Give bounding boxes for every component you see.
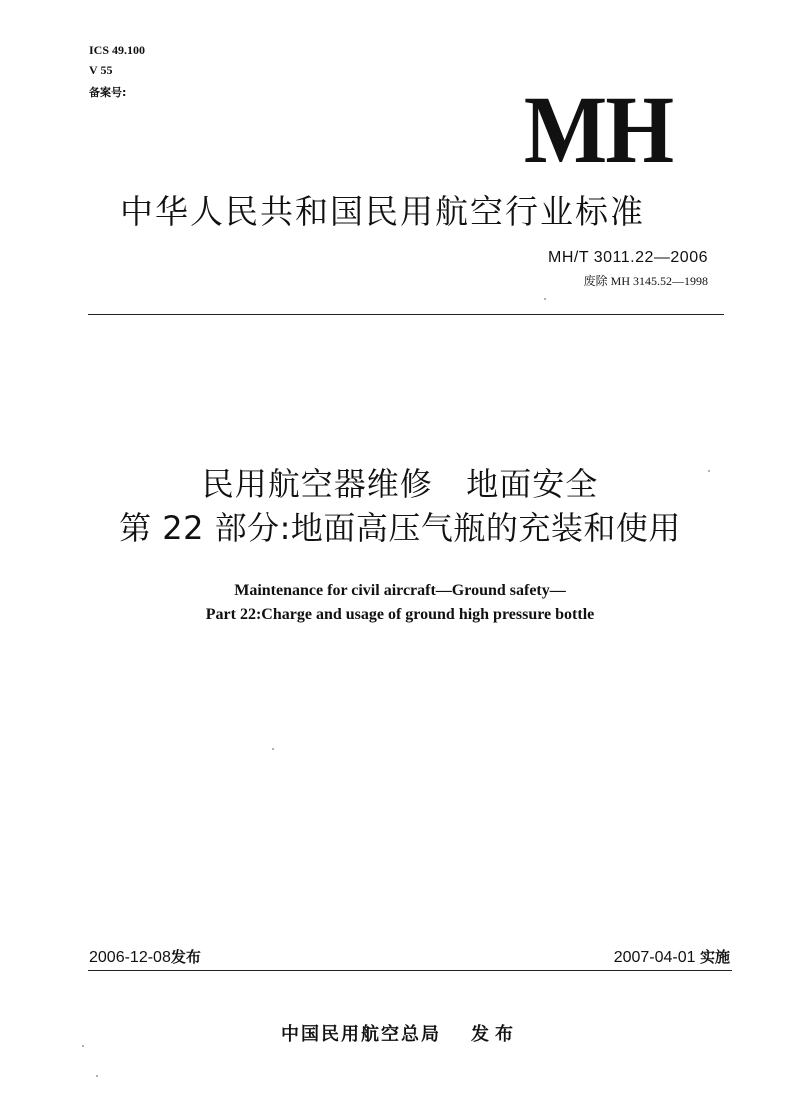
chinese-title-line-2: 第 22 部分:地面高压气瓶的充装和使用 xyxy=(119,509,681,547)
scan-speck xyxy=(96,1075,98,1077)
replaced-standard: 废除 MH 3145.52—1998 xyxy=(583,274,708,288)
standard-number: MH/T 3011.22—2006 xyxy=(548,249,708,266)
issue-date-value: 2006-12-08 xyxy=(89,949,171,966)
issuer-organization: 中国民用航空总局 xyxy=(281,1024,441,1045)
scan-speck xyxy=(708,470,710,472)
implementation-date-value: 2007-04-01 xyxy=(613,949,696,966)
chinese-title-line-1: 民用航空器维修 地面安全 xyxy=(201,465,599,503)
mh-logo: MH xyxy=(523,76,672,183)
issuing-authority xyxy=(0,1023,800,1047)
top-divider xyxy=(88,314,724,315)
issue-date-label: 发布 xyxy=(170,948,201,966)
issuer-action: 发布 xyxy=(471,1024,519,1045)
implementation-date xyxy=(614,947,730,968)
filing-number-label: 备案号: xyxy=(89,86,127,99)
english-title-line-1: Maintenance for civil aircraft—Ground safety— xyxy=(234,582,566,599)
standard-category-title: 中华人民共和国民用航空行业标准 xyxy=(120,192,645,231)
scan-speck xyxy=(82,1045,84,1047)
scan-speck xyxy=(272,748,274,750)
bottom-divider xyxy=(88,970,732,971)
ics-code: ICS 49.100 xyxy=(89,43,146,57)
implementation-date-label: 实施 xyxy=(699,948,730,966)
ccs-code: V 55 xyxy=(89,63,113,77)
scan-speck xyxy=(544,298,546,300)
issue-date xyxy=(89,947,201,968)
english-title-line-2: Part 22:Charge and usage of ground high pressure bottle xyxy=(205,606,595,623)
